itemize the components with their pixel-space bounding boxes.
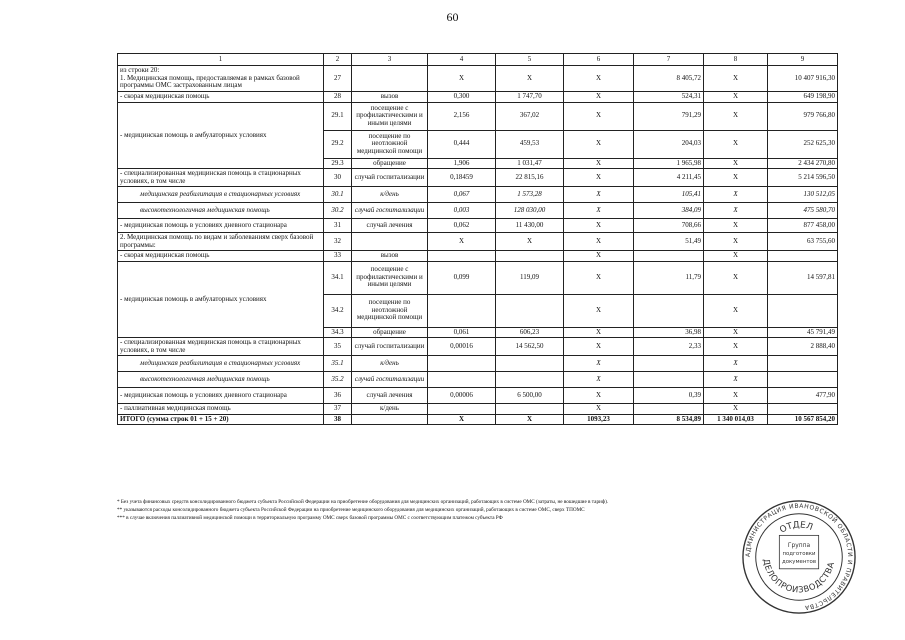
table-row [118, 338, 838, 356]
row-value: 11 430,00 [496, 219, 564, 233]
row-value: 0,061 [428, 327, 496, 338]
row-value: X [704, 219, 768, 233]
row-value: 606,23 [496, 327, 564, 338]
row-value: 791,29 [634, 102, 704, 130]
row-value: 1 965,98 [634, 158, 704, 169]
table-row [118, 261, 838, 294]
row-value: X [564, 356, 634, 372]
row-number: 35 [324, 338, 352, 356]
row-value: 459,53 [496, 130, 564, 158]
row-value: 8 534,89 [634, 414, 704, 425]
row-value: X [704, 372, 768, 388]
row-value: 10 407 916,30 [768, 66, 838, 92]
row-value: 2,33 [634, 338, 704, 356]
row-unit: посещение по неотложной медицинской помощи [352, 294, 428, 327]
row-description: ИТОГО (сумма строк 01 + 15 + 20) [118, 414, 324, 425]
svg-text:ОТДЕЛ [778, 520, 814, 535]
row-value: 63 755,60 [768, 233, 838, 251]
table-row [118, 404, 838, 415]
header-cell: 4 [428, 54, 496, 66]
row-value [768, 372, 838, 388]
row-value: 6 500,00 [496, 388, 564, 404]
row-value: X [704, 203, 768, 219]
row-value: X [704, 356, 768, 372]
footnote-2: ** указываются расходы консолидированного бюджета субъекта Российской Федерации на приобретение медицинского оборудования для медицинских организаций, работающих в системе ОМС, сверх ТПОМС [117, 507, 585, 513]
row-number: 29.3 [324, 158, 352, 169]
row-value: 204,03 [634, 130, 704, 158]
row-value: X [564, 404, 634, 415]
row-value: 0,062 [428, 219, 496, 233]
row-value: 45 791,49 [768, 327, 838, 338]
table-row [118, 233, 838, 251]
row-value: X [428, 233, 496, 251]
row-value [496, 356, 564, 372]
stamp-center-line-2: подготовки [782, 551, 816, 558]
row-value: X [564, 169, 634, 187]
row-value: X [704, 130, 768, 158]
row-value [634, 294, 704, 327]
row-number: 33 [324, 251, 352, 262]
row-value: X [704, 92, 768, 103]
row-value: 524,31 [634, 92, 704, 103]
row-description: - скорая медицинская помощь [118, 92, 324, 103]
row-value: 0,444 [428, 130, 496, 158]
row-value: 0,300 [428, 92, 496, 103]
row-value: X [496, 66, 564, 92]
row-value: X [704, 158, 768, 169]
row-value [428, 372, 496, 388]
row-unit: случай госпитализации [352, 169, 428, 187]
footnotes [117, 498, 837, 522]
row-value: 1093,23 [564, 414, 634, 425]
row-unit [352, 414, 428, 425]
row-number: 35.1 [324, 356, 352, 372]
row-value [634, 372, 704, 388]
page-number: 60 [446, 10, 459, 24]
row-value: 51,49 [634, 233, 704, 251]
row-value: X [704, 261, 768, 294]
table-row [118, 251, 838, 262]
row-description: высокотехнологичная медицинская помощь [118, 372, 324, 388]
row-value: 1 340 014,03 [704, 414, 768, 425]
row-description: - специализированная медицинская помощь в стационарных условиях, в том числе [118, 169, 324, 187]
row-value [496, 251, 564, 262]
row-value: X [428, 414, 496, 425]
row-number: 30 [324, 169, 352, 187]
stamp-center-line-3: документов [782, 558, 816, 565]
row-number: 35.2 [324, 372, 352, 388]
row-number: 36 [324, 388, 352, 404]
row-value: X [704, 233, 768, 251]
row-value: 0,00006 [428, 388, 496, 404]
footnote-1: * Без учета финансовых средств консолидированного бюджета субъекта Российской Федерации на приобретение оборудования для медицинских организаций, работающих в системе ОМС (затраты, не вошедшие в тариф). [117, 499, 609, 505]
row-value: X [496, 233, 564, 251]
row-value: X [704, 404, 768, 415]
table-row [118, 219, 838, 233]
row-value [768, 251, 838, 262]
row-value [428, 356, 496, 372]
row-unit: обращение [352, 327, 428, 338]
row-value [428, 294, 496, 327]
row-value: X [564, 203, 634, 219]
row-value: X [564, 66, 634, 92]
row-description: - медицинская помощь в условиях дневного стационара [118, 388, 324, 404]
row-unit [352, 66, 428, 92]
row-unit: к/день [352, 404, 428, 415]
row-value: X [564, 102, 634, 130]
row-description: - медицинская помощь в амбулаторных условиях [118, 102, 324, 169]
stamp-seal [740, 498, 858, 616]
row-unit: случай госпитализации [352, 372, 428, 388]
row-value: X [704, 294, 768, 327]
row-value: X [704, 251, 768, 262]
row-value [428, 251, 496, 262]
row-value: 14 562,50 [496, 338, 564, 356]
row-unit: посещение по неотложной медицинской помощи [352, 130, 428, 158]
row-value [634, 251, 704, 262]
row-value: 128 030,00 [496, 203, 564, 219]
row-value: X [564, 294, 634, 327]
row-unit: случай госпитализации [352, 338, 428, 356]
table-row [118, 356, 838, 372]
row-value [496, 294, 564, 327]
row-value: 0,39 [634, 388, 704, 404]
table-row [118, 102, 838, 130]
row-number: 29.2 [324, 130, 352, 158]
header-cell: 9 [768, 54, 838, 66]
row-value: 130 512,05 [768, 187, 838, 203]
row-value: X [704, 187, 768, 203]
row-number: 38 [324, 414, 352, 425]
row-value: 105,41 [634, 187, 704, 203]
header-cell: 7 [634, 54, 704, 66]
row-value: 1,906 [428, 158, 496, 169]
row-value: X [564, 327, 634, 338]
row-value [496, 372, 564, 388]
row-value: X [704, 66, 768, 92]
row-value: X [428, 66, 496, 92]
footnote-3: *** в случае включения паллиативной медицинской помощи в территориальную программу ОМС сверх базовой программы ОМС с соответствующим платежом субъекта РФ [117, 515, 503, 521]
table-row [118, 187, 838, 203]
row-value: 979 766,80 [768, 102, 838, 130]
header-row [118, 54, 838, 66]
row-unit: посещение с профилактическими и иными целями [352, 261, 428, 294]
row-number: 30.1 [324, 187, 352, 203]
row-value: 1 573,28 [496, 187, 564, 203]
row-number: 32 [324, 233, 352, 251]
row-value: 36,98 [634, 327, 704, 338]
row-value: 367,02 [496, 102, 564, 130]
row-value: X [564, 261, 634, 294]
row-value: 22 815,16 [496, 169, 564, 187]
row-value: X [564, 388, 634, 404]
row-number: 30.2 [324, 203, 352, 219]
row-value: 384,09 [634, 203, 704, 219]
row-value [634, 356, 704, 372]
header-cell: 8 [704, 54, 768, 66]
table-row [118, 66, 838, 92]
row-unit: обращение [352, 158, 428, 169]
row-value: 119,09 [496, 261, 564, 294]
stamp-middle-text: ДЕЛОПРОИЗВОДСТВА [761, 557, 837, 595]
row-unit: случай госпитализации [352, 203, 428, 219]
row-value: X [564, 187, 634, 203]
row-value: 475 580,70 [768, 203, 838, 219]
row-value: 2 888,40 [768, 338, 838, 356]
row-value: X [704, 388, 768, 404]
row-value: 2,156 [428, 102, 496, 130]
row-description: высокотехнологичная медицинская помощь [118, 203, 324, 219]
row-value: 252 625,30 [768, 130, 838, 158]
row-description: - скорая медицинская помощь [118, 251, 324, 262]
header-cell: 3 [352, 54, 428, 66]
row-value [768, 404, 838, 415]
row-value: X [564, 92, 634, 103]
row-value: 649 198,90 [768, 92, 838, 103]
row-number: 31 [324, 219, 352, 233]
row-value: 477,90 [768, 388, 838, 404]
row-value: X [704, 169, 768, 187]
row-number: 28 [324, 92, 352, 103]
table-row [118, 388, 838, 404]
row-value: 5 214 596,50 [768, 169, 838, 187]
row-value: X [704, 102, 768, 130]
row-description: медицинская реабилитация в стационарных условиях [118, 187, 324, 203]
row-value: X [564, 251, 634, 262]
row-value [496, 404, 564, 415]
stamp-top-arc: ОТДЕЛ [778, 520, 814, 536]
row-unit [352, 233, 428, 251]
row-unit: случай лечения [352, 388, 428, 404]
row-unit: случай лечения [352, 219, 428, 233]
row-value: 11,79 [634, 261, 704, 294]
row-value: X [564, 233, 634, 251]
row-number: 27 [324, 66, 352, 92]
row-description: - медицинская помощь в условиях дневного стационара [118, 219, 324, 233]
row-unit: к/день [352, 187, 428, 203]
header-cell: 2 [324, 54, 352, 66]
row-value: X [564, 338, 634, 356]
row-value: 14 597,81 [768, 261, 838, 294]
row-description: из строки 20: 1. Медицинская помощь, предоставляемая в рамках базовой программы ОМС застрахованным лицам [118, 66, 324, 92]
row-value: 1 747,70 [496, 92, 564, 103]
row-value [428, 404, 496, 415]
row-value: 877 458,00 [768, 219, 838, 233]
row-value [768, 356, 838, 372]
row-value: X [564, 219, 634, 233]
row-value: 0,18459 [428, 169, 496, 187]
row-unit: вызов [352, 92, 428, 103]
row-value: 10 567 854,20 [768, 414, 838, 425]
row-value: 2 434 270,80 [768, 158, 838, 169]
row-unit: вызов [352, 251, 428, 262]
row-number: 34.1 [324, 261, 352, 294]
row-value: 0,003 [428, 203, 496, 219]
department-stamp [740, 498, 858, 616]
row-number: 37 [324, 404, 352, 415]
budget-table [117, 53, 838, 425]
row-unit: к/день [352, 356, 428, 372]
row-value: 1 031,47 [496, 158, 564, 169]
row-number: 29.1 [324, 102, 352, 130]
row-value: X [496, 414, 564, 425]
row-value: X [564, 372, 634, 388]
row-description: - специализированная медицинская помощь в стационарных условиях, в том числе [118, 338, 324, 356]
row-value [634, 404, 704, 415]
table-row [118, 92, 838, 103]
row-unit: посещение с профилактическими и иными целями [352, 102, 428, 130]
header-cell: 1 [118, 54, 324, 66]
row-number: 34.2 [324, 294, 352, 327]
row-value: 0,099 [428, 261, 496, 294]
row-value: 8 405,72 [634, 66, 704, 92]
row-description: - медицинская помощь в амбулаторных условиях [118, 261, 324, 338]
row-value: X [704, 327, 768, 338]
row-value: 0,00016 [428, 338, 496, 356]
row-value: 708,66 [634, 219, 704, 233]
row-value: 4 211,45 [634, 169, 704, 187]
row-value: 0,067 [428, 187, 496, 203]
stamp-ring-text: АДМИНИСТРАЦИЯ ИВАНОВСКОЙ ОБЛАСТИ И ПРАВИТЕЛЬСТВА [744, 502, 854, 611]
row-value: X [564, 158, 634, 169]
header-cell: 6 [564, 54, 634, 66]
row-number: 34.3 [324, 327, 352, 338]
row-description: медицинская реабилитация в стационарных условиях [118, 356, 324, 372]
row-value: X [704, 338, 768, 356]
total-row [118, 414, 838, 425]
table-row [118, 203, 838, 219]
stamp-center-line-1: Группа [787, 543, 811, 550]
table-row [118, 169, 838, 187]
table-row [118, 372, 838, 388]
row-value [768, 294, 838, 327]
row-value: X [564, 130, 634, 158]
row-description: - паллиативная медицинская помощь [118, 404, 324, 415]
header-cell: 5 [496, 54, 564, 66]
row-description: 2. Медицинская помощь по видам и заболеваниям сверх базовой программы: [118, 233, 324, 251]
